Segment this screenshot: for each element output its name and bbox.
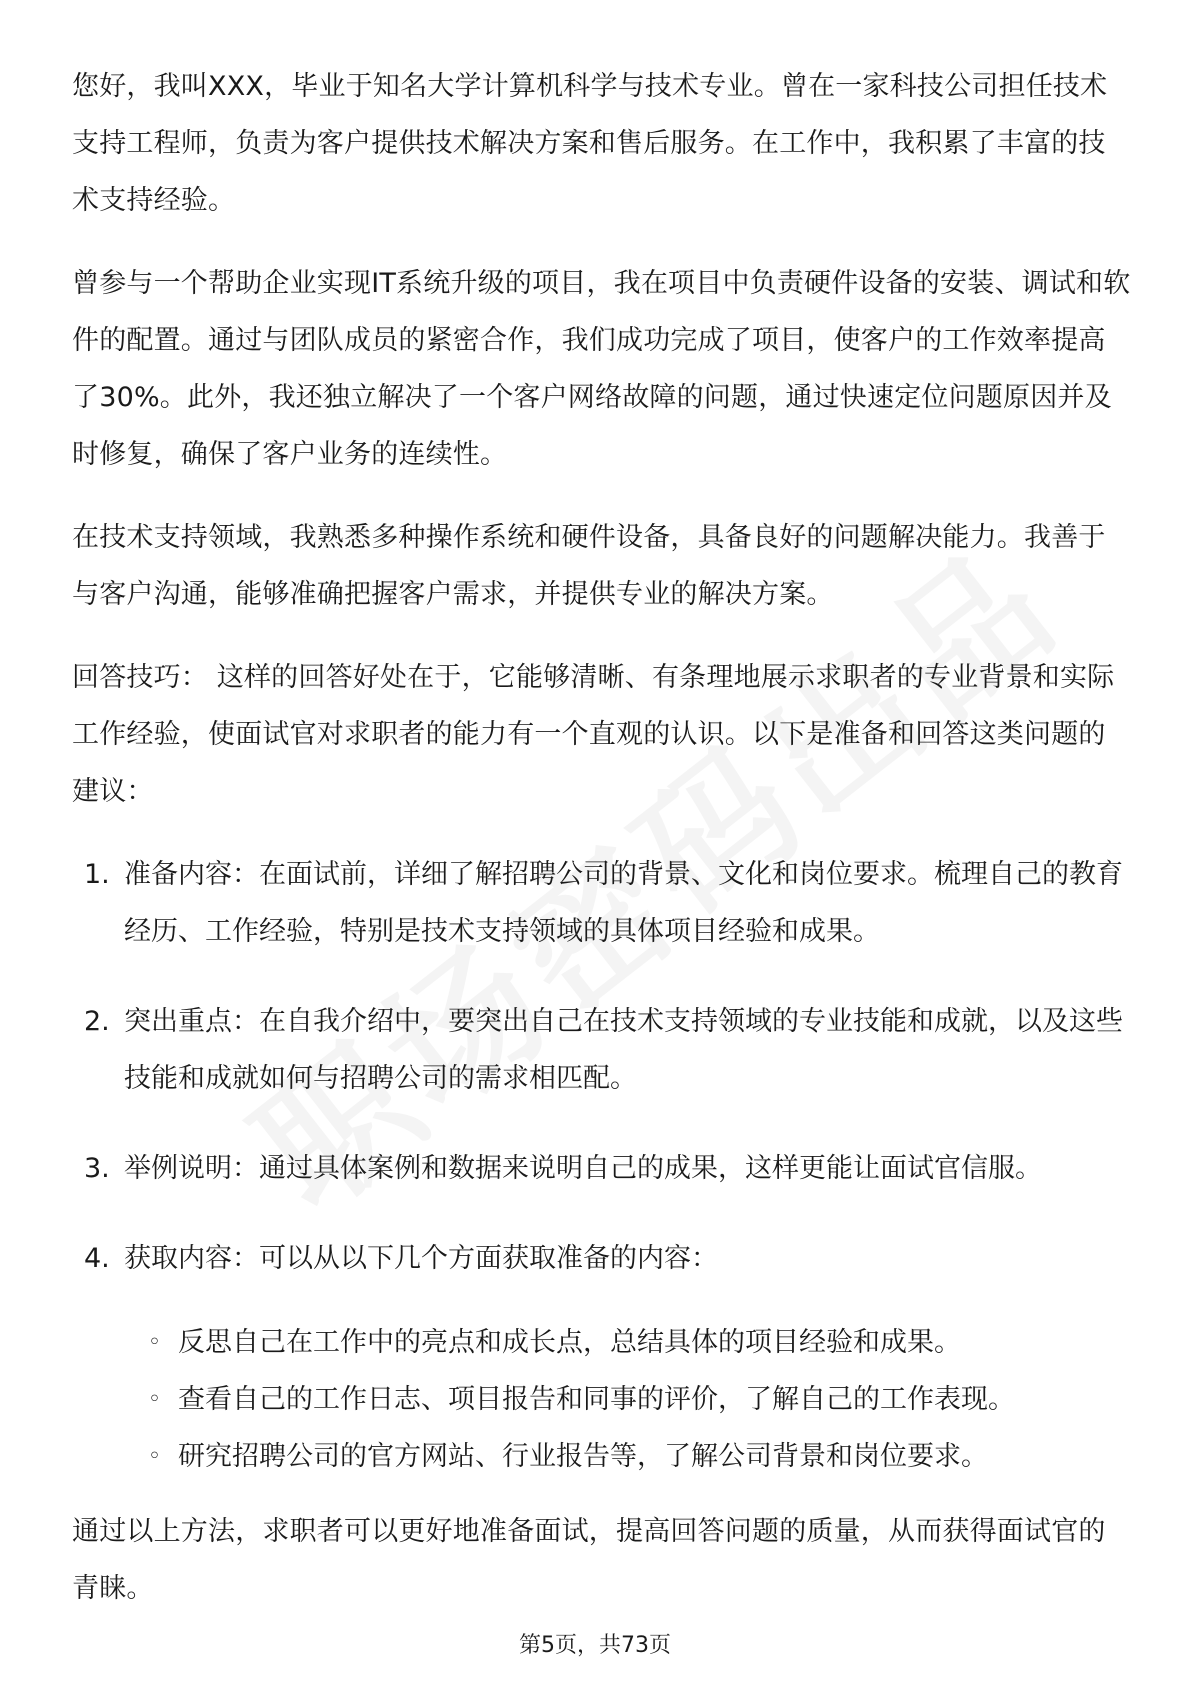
bullet-icon: ◦ bbox=[148, 1330, 161, 1355]
list-number: 2. bbox=[84, 1006, 110, 1037]
paragraph-skills: 在技术支持领域，我熟悉多种操作系统和硬件设备，具备良好的问题解决能力。我善于与客户沟通，能够准确把握客户需求，并提供专业的解决方案。 bbox=[72, 522, 1106, 610]
list-item-text: 举例说明：通过具体案例和数据来说明自己的成果，这样更能让面试官信服。 bbox=[124, 1153, 1042, 1184]
bullet-icon: ◦ bbox=[148, 1387, 161, 1412]
paragraph-tips: 回答技巧： 这样的回答好处在于，它能够清晰、有条理地展示求职者的专业背景和实际工作经验，使面试官对求职者的能力有一个直观的认识。以下是准备和回答这类问题的建议： bbox=[72, 662, 1115, 807]
bullet-item bbox=[72, 1371, 1132, 1428]
paragraph-closing: 通过以上方法，求职者可以更好地准备面试，提高回答问题的质量，从而获得面试官的青睐。 bbox=[72, 1516, 1106, 1604]
list-item bbox=[72, 846, 1132, 960]
numbered-list bbox=[72, 846, 1132, 1287]
list-item-text: 准备内容：在面试前，详细了解招聘公司的背景、文化和岗位要求。梳理自己的教育经历、工作经验，特别是技术支持领域的具体项目经验和成果。 bbox=[124, 859, 1123, 947]
list-number: 4. bbox=[84, 1243, 110, 1274]
list-item-text: 获取内容：可以从以下几个方面获取准备的内容： bbox=[124, 1243, 718, 1274]
document-body bbox=[72, 58, 1132, 1643]
bullet-icon: ◦ bbox=[148, 1444, 161, 1469]
bullet-item bbox=[72, 1428, 1132, 1485]
list-item bbox=[72, 993, 1132, 1107]
paragraph-project: 曾参与一个帮助企业实现IT系统升级的项目，我在项目中负责硬件设备的安装、调试和软件的配置。通过与团队成员的紧密合作，我们成功完成了项目，使客户的工作效率提高了30%。此外，我还独立解决了一个客户网络故障的问题，通过快速定位问题原因并及时修复，确保了客户业务的连续性。 bbox=[72, 268, 1131, 470]
bullet-item-text: 反思自己在工作中的亮点和成长点，总结具体的项目经验和成果。 bbox=[178, 1327, 961, 1358]
bullet-item-text: 查看自己的工作日志、项目报告和同事的评价，了解自己的工作表现。 bbox=[178, 1384, 1015, 1415]
bullet-item-text: 研究招聘公司的官方网站、行业报告等，了解公司背景和岗位要求。 bbox=[178, 1441, 988, 1472]
list-item bbox=[72, 1230, 1132, 1287]
list-item bbox=[72, 1140, 1132, 1197]
bullet-list bbox=[72, 1314, 1132, 1485]
list-item-text: 突出重点：在自我介绍中，要突出自己在技术支持领域的专业技能和成就，以及这些技能和成就如何与招聘公司的需求相匹配。 bbox=[124, 1006, 1123, 1094]
page-number: 第5页，共73页 bbox=[519, 1633, 671, 1658]
bullet-item bbox=[72, 1314, 1132, 1371]
list-number: 1. bbox=[84, 859, 110, 890]
paragraph-intro: 您好，我叫XXX，毕业于知名大学计算机科学与技术专业。曾在一家科技公司担任技术支持工程师，负责为客户提供技术解决方案和售后服务。在工作中，我积累了丰富的技术支持经验。 bbox=[72, 71, 1108, 216]
list-number: 3. bbox=[84, 1153, 110, 1184]
